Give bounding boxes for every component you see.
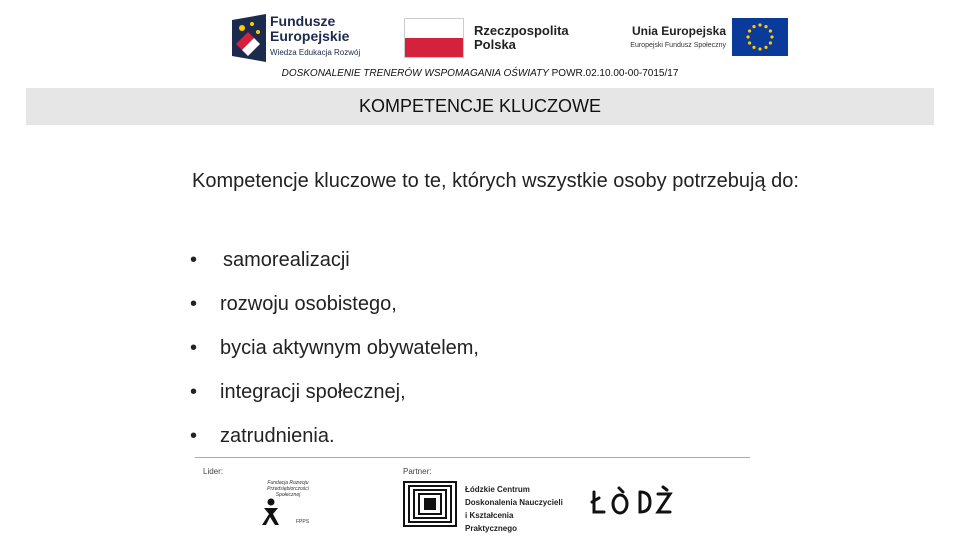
fe-title-line2: Europejskie <box>270 28 350 44</box>
ue-subtitle: Europejski Fundusz Społeczny <box>630 42 726 49</box>
bullet-icon: • <box>190 293 198 315</box>
footer-divider <box>195 457 750 458</box>
rzeczpospolita-polska-logo <box>404 18 574 58</box>
list-item <box>190 375 479 419</box>
running-figure-icon <box>260 498 282 526</box>
slide-title-bar <box>26 88 934 125</box>
fe-flag-icon <box>232 14 266 62</box>
list-item-text: integracji społecznej, <box>220 381 406 403</box>
fe-title <box>270 14 349 44</box>
unia-europejska-logo <box>600 18 790 58</box>
fe-title-line1: Fundusze <box>270 13 336 29</box>
project-line <box>0 68 960 79</box>
list-item-text: rozwoju osobistego, <box>220 293 397 315</box>
bullet-icon: • <box>190 381 198 403</box>
list-item <box>190 287 479 331</box>
rp-line1: Rzeczpospolita <box>474 23 569 38</box>
list-item <box>190 331 479 375</box>
list-item-text: zatrudnienia. <box>220 425 335 447</box>
bullet-icon: • <box>190 337 198 359</box>
list-item-text: samorealizacji <box>223 249 350 271</box>
bullet-list <box>190 243 479 463</box>
ue-title: Unia Europejska <box>631 24 726 38</box>
project-name: DOSKONALENIE TRENERÓW WSPOMAGANIA OŚWIATY <box>281 68 549 79</box>
fe-subtitle: Wiedza Edukacja Rozwój <box>270 48 361 57</box>
rp-text <box>474 24 569 52</box>
lcdnikp-logo <box>403 480 563 533</box>
lcdnikp-line3: i Kształcenia Praktycznego <box>465 511 518 533</box>
fpps-abbrev: FPPS <box>296 519 310 525</box>
intro-text: Kompetencje kluczowe to te, których wszystkie osoby potrzebują do: <box>192 170 799 192</box>
list-item <box>190 243 479 287</box>
polish-flag-icon <box>404 18 464 58</box>
concentric-squares-icon <box>403 481 457 527</box>
bullet-icon: • <box>190 425 198 447</box>
eu-flag-icon <box>732 18 788 56</box>
rp-line2: Polska <box>474 37 516 52</box>
bullet-icon: • <box>190 249 198 271</box>
list-item-text: bycia aktywnym obywatelem, <box>220 337 479 359</box>
slide-title: KOMPETENCJE KLUCZOWE <box>358 96 602 116</box>
lcdnikp-line1: Łódzkie Centrum <box>465 485 530 494</box>
partner-label: Partner: <box>403 467 432 476</box>
lodz-city-logo <box>590 484 674 520</box>
lcdnikp-text <box>465 483 563 535</box>
lcdnikp-line2: Doskonalenia Nauczycieli <box>465 498 563 507</box>
fundusze-europejskie-logo <box>232 12 382 64</box>
fpps-logo-text: Fundacja Rozwoju Przedsiębiorczości Społecznej <box>267 480 309 498</box>
fpps-logo <box>256 480 316 528</box>
project-code: POWR.02.10.00-00-7015/17 <box>551 68 679 79</box>
lider-label: Lider: <box>203 467 224 476</box>
